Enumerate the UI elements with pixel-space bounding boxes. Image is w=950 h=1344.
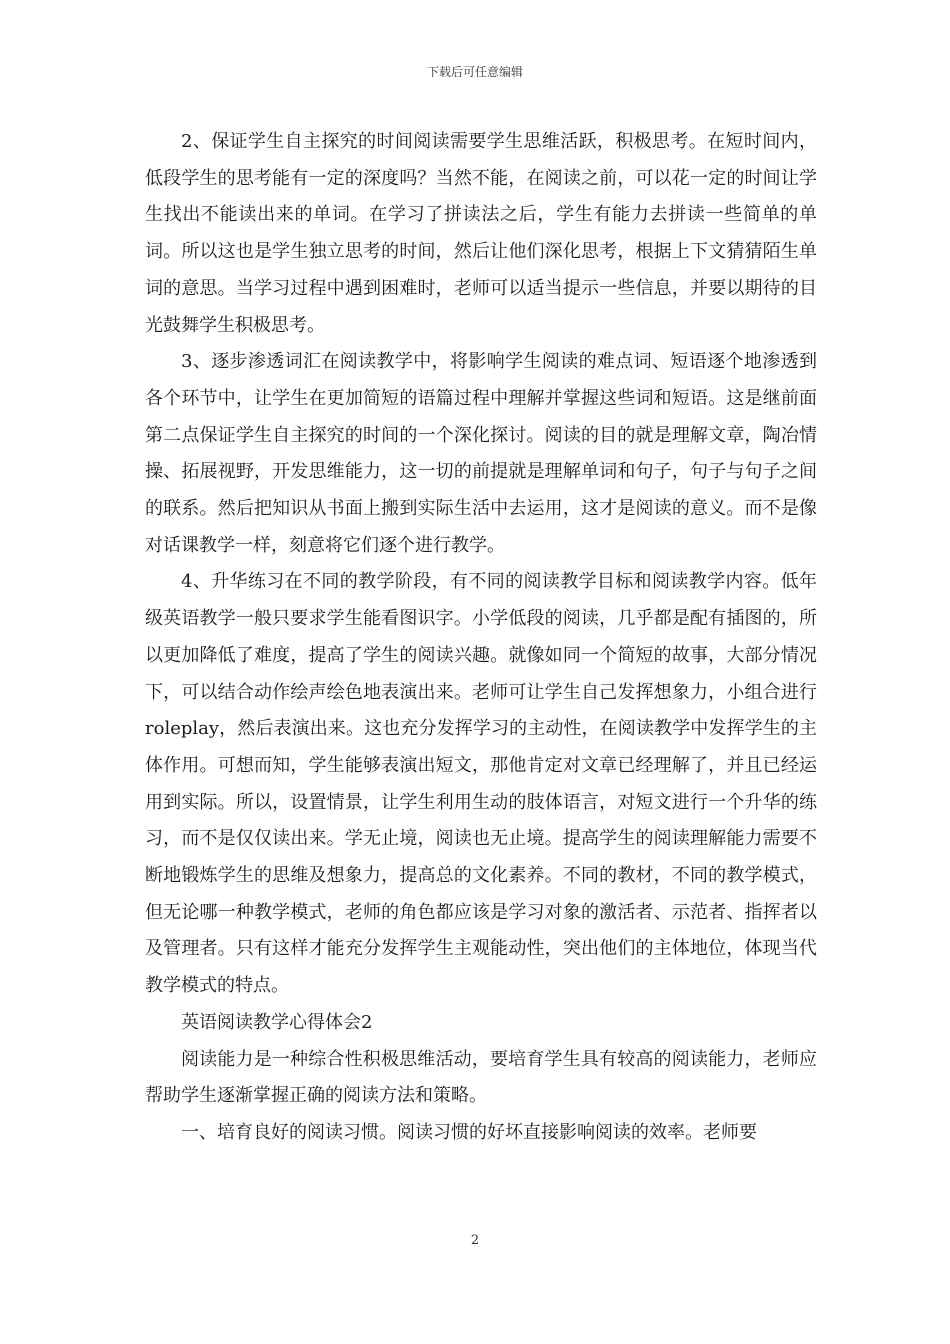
paragraph-reading-ability: 阅读能力是一种综合性积极思维活动，要培育学生具有较高的阅读能力，老师应帮助学生逐渐掌握正确的阅读方法和策略。 — [145, 1048, 817, 1107]
document-body — [145, 124, 817, 1152]
paragraph-practice: 4、升华练习在不同的教学阶段，有不同的阅读教学目标和阅读教学内容。低年级英语教学一般只要求学生能看图识字。小学低段的阅读，几乎都是配有插图的，所以更加降低了难度，提高了学生的阅读兴趣。就像如同一个简短的故事，大部分情况下，可以结合动作绘声绘色地表演出来。老师可让学生自己发挥想象力，小组合进行roleplay，然后表演出来。这也充分发挥学习的主动性，在阅读教学中发挥学生的主体作用。可想而知，学生能够表演出短文，那他肯定对文章已经理解了，并且已经运用到实际。所以，设置情景，让学生利用生动的肢体语言，对短文进行一个升华的练习，而不是仅仅读出来。学无止境，阅读也无止境。提高学生的阅读理解能力需要不断地锻炼学生的思维及想象力，提高总的文化素养。不同的教材，不同的教学模式，但无论哪一种教学模式，老师的角色都应该是学习对象的激活者、示范者、指挥者以及管理者。只有这样才能充分发挥学生主观能动性，突出他们的主体地位，体现当代教学模式的特点。 — [145, 571, 817, 997]
section-title: 英语阅读教学心得体会2 — [181, 1011, 373, 1033]
page-header: 下载后可任意编辑 — [426, 65, 523, 79]
paragraph-vocabulary: 3、逐步渗透词汇在阅读教学中，将影响学生阅读的难点词、短语逐个地渗透到各个环节中，让学生在更加简短的语篇过程中理解并掌握这些词和短语。这是继前面第二点保证学生自主探究的时间的一个深化探讨。阅读的目的就是理解文章，陶冶情操、拓展视野，开发思维能力，这一切的前提就是理解单词和句子，句子与句子之间的联系。然后把知识从书面上搬到实际生活中去运用，这才是阅读的意义。而不是像对话课教学一样，刻意将它们逐个进行教学。 — [145, 351, 817, 556]
paragraph-reading-habits: 一、培育良好的阅读习惯。阅读习惯的好坏直接影响阅读的效率。老师要 — [181, 1121, 757, 1143]
page-number: 2 — [470, 1233, 480, 1248]
paragraph-time-for-exploration: 2、保证学生自主探究的时间阅读需要学生思维活跃，积极思考。在短时间内，低段学生的思考能有一定的深度吗？当然不能，在阅读之前，可以花一定的时间让学生找出不能读出来的单词。在学习了拼读法之后，学生有能力去拼读一些简单的单词。所以这也是学生独立思考的时间，然后让他们深化思考，根据上下文猜猜陌生单词的意思。当学习过程中遇到困难时，老师可以适当提示一些信息，并要以期待的目光鼓舞学生积极思考。 — [145, 131, 817, 336]
